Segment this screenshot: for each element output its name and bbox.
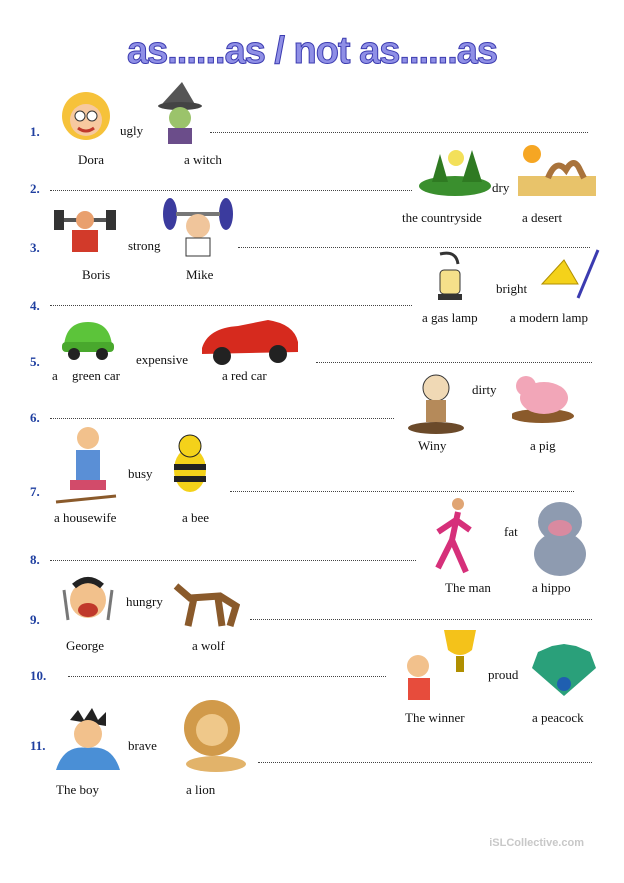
- object-label: a witch: [184, 152, 222, 167]
- wolf-icon: [170, 576, 240, 628]
- object-label: a red car: [222, 368, 267, 383]
- item-number: 5.: [30, 354, 40, 369]
- answer-line[interactable]: [68, 676, 386, 677]
- countryside-icon: [418, 142, 492, 196]
- hippo-icon: [528, 492, 592, 578]
- subject-label: The boy: [56, 782, 99, 797]
- item-number: 3.: [30, 240, 40, 255]
- adjective-bright: bright: [496, 281, 528, 296]
- subject-label: the countryside: [402, 210, 482, 225]
- object-label: a pig: [530, 438, 556, 453]
- answer-line[interactable]: [50, 305, 412, 306]
- worksheet-title: as......as / not as......as: [126, 30, 498, 72]
- answer-line[interactable]: [210, 132, 588, 133]
- object-label: a peacock: [532, 710, 584, 725]
- answer-line[interactable]: [230, 491, 574, 492]
- item-number: 9.: [30, 612, 40, 627]
- pig-icon: [512, 370, 578, 424]
- subject-label: Dora: [78, 152, 104, 167]
- winy-dirty-boy-icon: [406, 370, 468, 438]
- peacock-icon: [528, 640, 600, 704]
- adjective-proud: proud: [488, 667, 519, 682]
- object-label: a hippo: [532, 580, 571, 595]
- adjective-ugly: ugly: [120, 123, 144, 138]
- gas-lamp-icon: [430, 250, 470, 302]
- red-car-icon: [198, 312, 302, 370]
- subject-label: The winner: [405, 710, 465, 725]
- green-car-icon: [60, 316, 116, 362]
- modern-lamp-icon: [538, 246, 604, 304]
- housewife-icon: [48, 424, 124, 508]
- subject-label: George: [66, 638, 105, 653]
- answer-line[interactable]: [316, 362, 592, 363]
- object-label: a modern lamp: [510, 310, 588, 325]
- item-number: 2.: [30, 181, 40, 196]
- item-number: 8.: [30, 552, 40, 567]
- object-label: a wolf: [192, 638, 225, 653]
- adjective-busy: busy: [128, 466, 153, 481]
- object-label: Mike: [186, 267, 214, 282]
- subject-label: a housewife: [54, 510, 117, 525]
- item-number: 4.: [30, 298, 40, 313]
- adjective-hungry: hungry: [126, 594, 163, 609]
- george-hungry-face-icon: [60, 570, 116, 632]
- answer-line[interactable]: [258, 762, 592, 763]
- item-number: 7.: [30, 484, 40, 499]
- item-number: 6.: [30, 410, 40, 425]
- item-number: 11.: [30, 738, 46, 753]
- subject-label: Winy: [418, 438, 447, 453]
- adjective-brave: brave: [128, 738, 157, 753]
- adjective-expensive: expensive: [136, 352, 188, 367]
- adjective-dirty: dirty: [472, 382, 497, 397]
- running-man-icon: [428, 496, 474, 576]
- bee-icon: [164, 430, 222, 500]
- adjective-dry: dry: [492, 180, 510, 195]
- object-label: a lion: [186, 782, 216, 797]
- answer-line[interactable]: [50, 190, 412, 191]
- object-label: a desert: [522, 210, 563, 225]
- lion-icon: [172, 694, 254, 774]
- desert-camel-icon: [518, 140, 596, 196]
- answer-line[interactable]: [250, 619, 592, 620]
- boris-weightlifter-icon: [50, 200, 120, 260]
- dora-face-icon: [60, 88, 112, 148]
- mike-weightlifter-icon: [162, 196, 234, 260]
- adjective-fat: fat: [504, 524, 518, 539]
- adjective-strong: strong: [128, 238, 161, 253]
- answer-line[interactable]: [50, 560, 416, 561]
- answer-line[interactable]: [50, 418, 394, 419]
- subject-label: Boris: [82, 267, 111, 282]
- witch-icon: [152, 82, 206, 146]
- subject-label: The man: [445, 580, 491, 595]
- subject-label: green car: [72, 368, 120, 383]
- article-label: a: [52, 368, 58, 383]
- item-number: 1.: [30, 124, 40, 139]
- item-number: 10.: [30, 668, 47, 683]
- object-label: a bee: [182, 510, 210, 525]
- scared-boy-icon: [54, 706, 122, 774]
- subject-label: a gas lamp: [422, 310, 478, 325]
- watermark: iSLCollective.com: [489, 837, 584, 849]
- winner-trophy-icon: [398, 626, 484, 702]
